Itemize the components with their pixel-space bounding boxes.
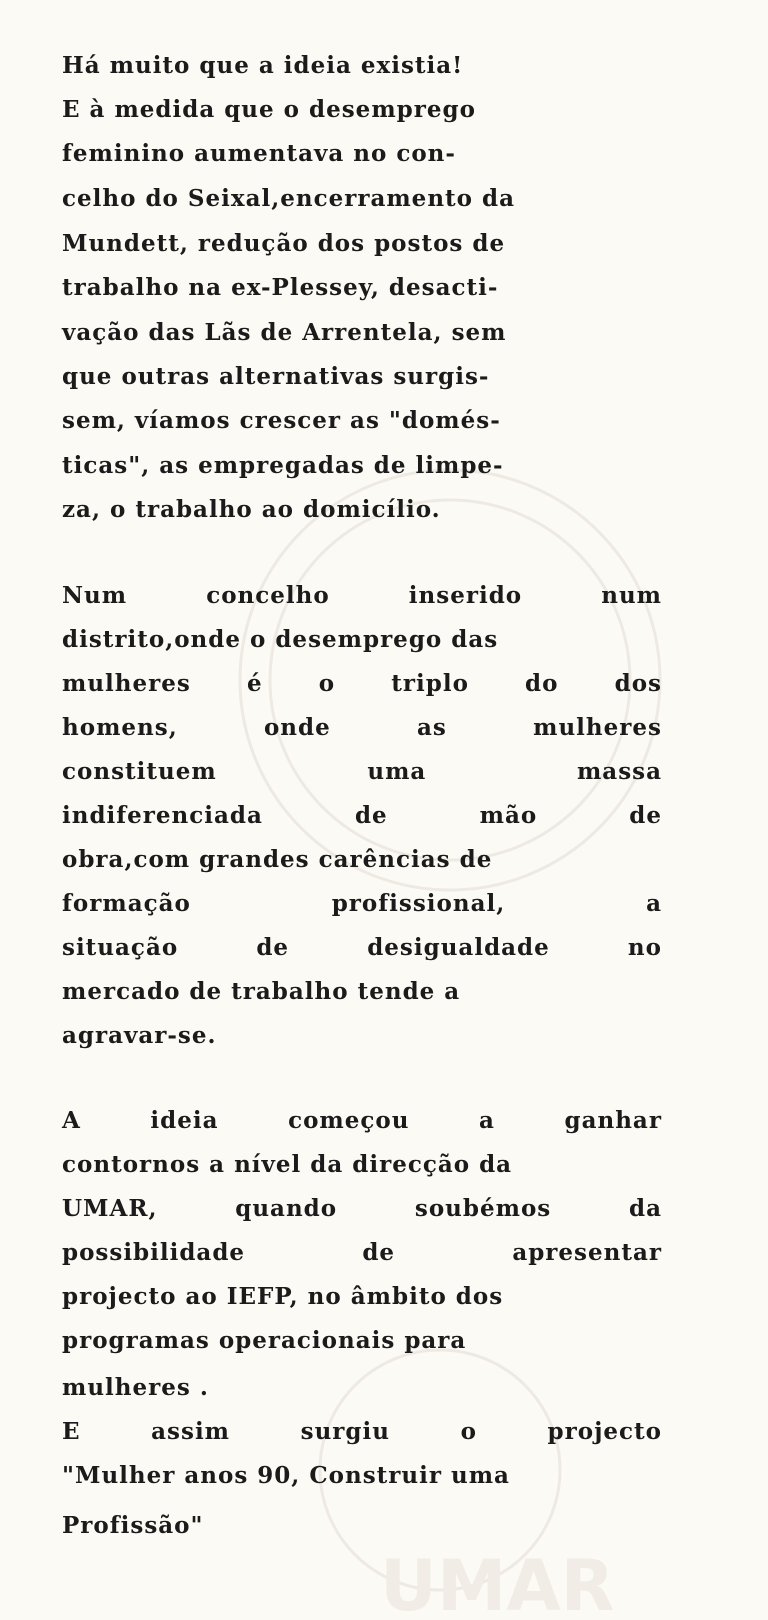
text-line: mercado de trabalho tende a	[62, 978, 461, 1005]
word: UMAR,	[62, 1195, 158, 1222]
text-line	[62, 1239, 662, 1266]
word: o	[318, 670, 336, 697]
word: de	[256, 934, 290, 961]
word: a	[479, 1107, 495, 1134]
word: o	[460, 1418, 477, 1445]
text-line: distrito,onde o desemprego das	[62, 626, 499, 653]
word: ideia	[150, 1107, 219, 1134]
word: de	[354, 802, 388, 829]
word: massa	[576, 758, 662, 785]
word: quando	[235, 1195, 338, 1222]
word: possibilidade	[62, 1239, 246, 1266]
word: mulheres	[533, 714, 662, 741]
word: projecto	[547, 1418, 662, 1445]
word: assim	[151, 1418, 231, 1445]
text-line: obra,com grandes carências de	[62, 846, 493, 873]
word: concelho	[206, 582, 330, 609]
word: mão	[479, 802, 538, 829]
text-line: contornos a nível da direcção da	[62, 1151, 513, 1178]
text-line: que outras alternativas surgis-	[62, 363, 490, 390]
text-line: trabalho na ex-Plessey, desacti-	[62, 274, 499, 301]
word: surgiu	[300, 1418, 390, 1445]
word: é	[247, 670, 263, 697]
text-line: "Mulher anos 90, Construir uma	[62, 1462, 510, 1489]
word: Num	[62, 582, 128, 609]
text-line	[62, 670, 662, 697]
word: inserido	[408, 582, 523, 609]
word: soubémos	[414, 1195, 552, 1222]
word: apresentar	[512, 1239, 662, 1266]
word: dos	[614, 670, 662, 697]
word: triplo	[391, 670, 469, 697]
text-line: programas operacionais para	[62, 1327, 467, 1354]
text-line	[62, 1107, 662, 1134]
word: mulheres	[62, 670, 191, 697]
text-line: feminino aumentava no con-	[62, 140, 456, 167]
text-line: mulheres .	[62, 1374, 209, 1401]
text-line: za, o trabalho ao domicílio.	[62, 496, 441, 523]
word: constituem	[62, 758, 217, 785]
text-line	[62, 1418, 662, 1445]
word: homens,	[62, 714, 178, 741]
text-line: vação das Lãs de Arrentela, sem	[62, 319, 507, 346]
word: de	[362, 1239, 396, 1266]
word: formação	[62, 890, 191, 917]
watermark-text: UMAR	[380, 1545, 615, 1620]
word: ganhar	[564, 1107, 662, 1134]
word: indiferenciada	[62, 802, 263, 829]
word: onde	[263, 714, 331, 741]
text-line: Mundett, redução dos postos de	[62, 230, 506, 257]
word: a	[646, 890, 662, 917]
text-line	[62, 714, 662, 741]
text-line: projecto ao IEFP, no âmbito dos	[62, 1283, 504, 1310]
text-line: Profissão"	[62, 1512, 204, 1539]
text-line	[62, 582, 662, 609]
word: começou	[288, 1107, 410, 1134]
word: do	[525, 670, 559, 697]
text-line: agravar-se.	[62, 1022, 217, 1049]
word: profissional,	[331, 890, 506, 917]
text-line: Há muito que a ideia existia!	[62, 52, 464, 79]
word: uma	[367, 758, 427, 785]
word: E	[62, 1418, 81, 1445]
word: da	[629, 1195, 662, 1222]
word: desigualdade	[367, 934, 550, 961]
word: situação	[62, 934, 179, 961]
text-line: ticas", as empregadas de limpe-	[62, 452, 504, 479]
text-line: sem, víamos crescer as "domés-	[62, 407, 501, 434]
word: no	[627, 934, 662, 961]
text-line	[62, 890, 662, 917]
word: de	[629, 802, 662, 829]
text-line	[62, 934, 662, 961]
text-line	[62, 758, 662, 785]
text-line: celho do Seixal,encerramento da	[62, 185, 515, 212]
word: A	[62, 1107, 81, 1134]
word: num	[601, 582, 662, 609]
text-line: E à medida que o desemprego	[62, 96, 476, 123]
word: as	[417, 714, 447, 741]
text-line	[62, 802, 662, 829]
text-line	[62, 1195, 662, 1222]
